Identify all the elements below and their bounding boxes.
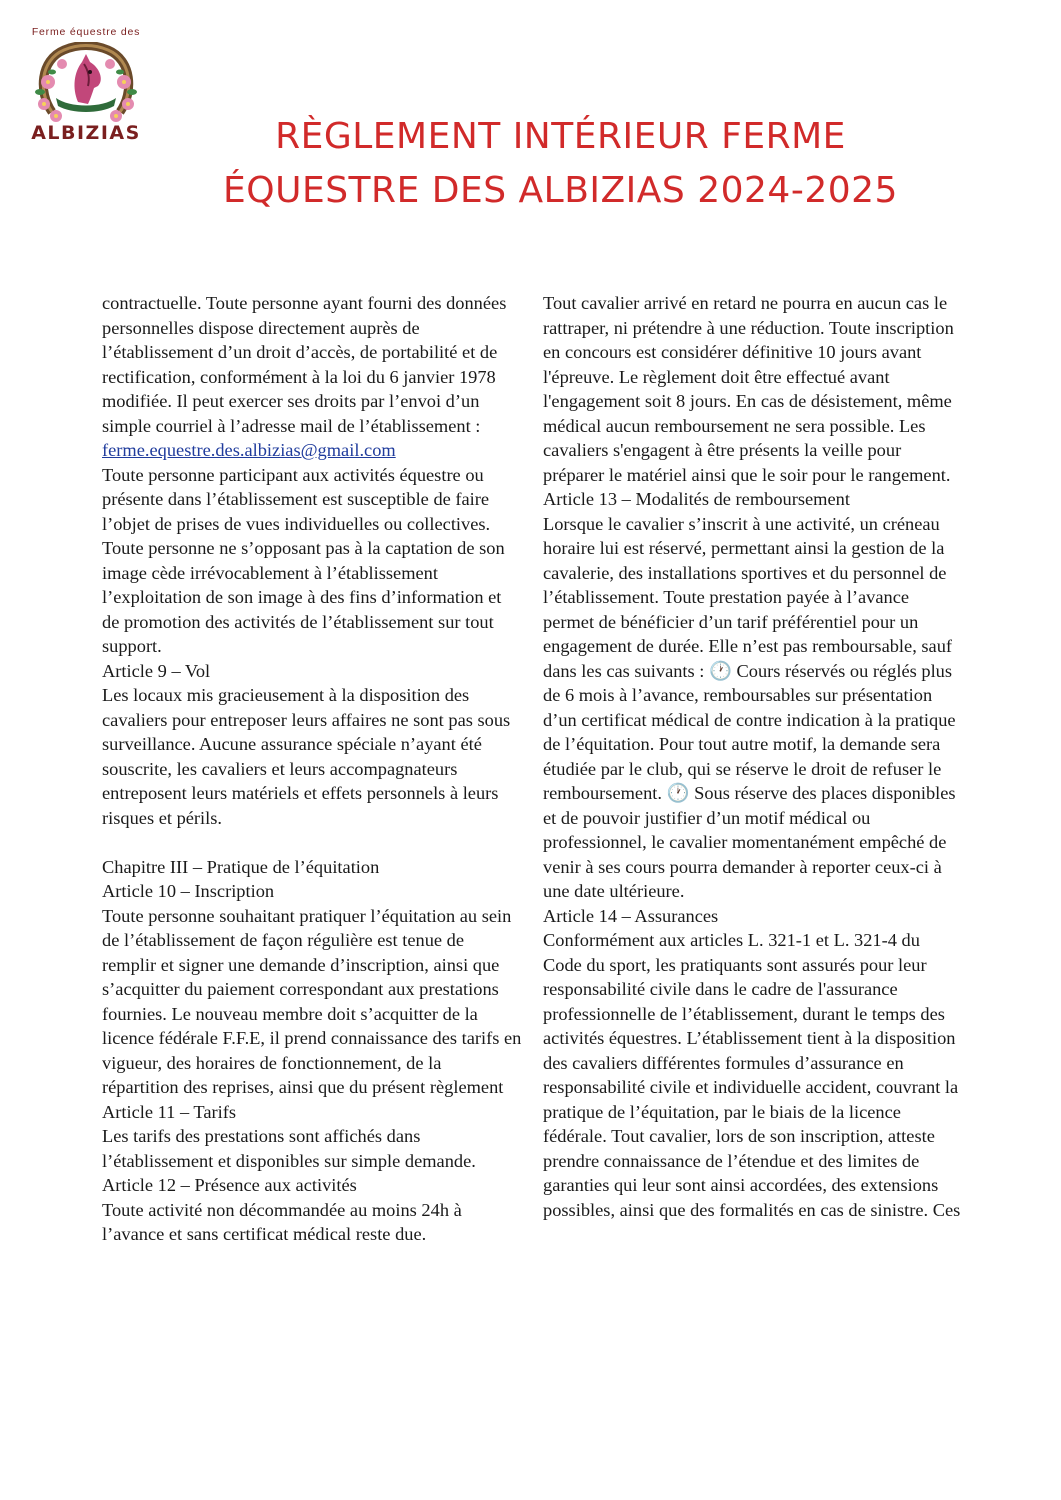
article-13-text: Lorsque le cavalier s’inscrit à une activité, un créneau horaire lui est réservé, permettant ainsi la gestion de la cavalerie, des installations sportives et du personnel de l’établissement. Toute prestation payée à l’avance permet de bénéficier d’un tarif préférentiel pour un engagement de durée. Elle n’est pas remboursable, sauf dans les cas suivants : 🕐 Cours réservés ou réglés plus de 6 mois à l’avance, remboursables sur présentation d’un certificat médical de contre indication à la pratique de l’équitation. Pour tout autre motif, la demande sera étudiée par le club, qui se réserve le droit de refuser le remboursement. 🕐 Sous réserve des places disponibles et de pouvoir justifier d’un motif médical ou professionnel, le cavalier momentanément empêché de venir à ses cours pourra demander à reporter ceux-ci à une date ultérieure. [543, 513, 956, 901]
image-rights-paragraph: Toute personne participant aux activités équestre ou présente dans l’établissement est susceptible de faire l’objet de prises de vues individuelles ou collectives. Toute personne ne s’opposant pas à la captation de son image cède irrévocablement à l’établissement l’exploitation de son image à des fins d’information et de promotion des activités de l’établissement sur tout support. [102, 464, 505, 656]
article-14-text: Conformément aux articles L. 321-1 et L. 321-4 du Code du sport, les pratiquants sont assurés pour leur responsabilité civile dans le cadre de l'assurance professionnelle de l’établissement, durant le temps des activités équestres. L’établissement tient à la disposition des cavaliers différentes formules d’assurance en responsabilité civile et individuelle accident, couvrant la pratique de l’équitation, par le biais de la licence fédérale. Tout cavalier, lors de son inscription, atteste prendre connaissance de l’étendue et des limites de garanties qui leur sont ainsi accordées, des extensions possibles, ainsi que des formalités en cas de sinistre. Ces [543, 930, 961, 1220]
article-11-text: Les tarifs des prestations sont affichés dans l’établissement et disponibles sur simple demande. [102, 1126, 476, 1171]
title-line-2: ÉQUESTRE DES ALBIZIAS 2024-2025 [223, 170, 898, 211]
article-9-heading: Article 9 – Vol [102, 660, 211, 681]
title-line-1: RÈGLEMENT INTÉRIEUR FERME [275, 116, 846, 157]
logo-top-text: Ferme équestre des [31, 26, 141, 38]
article-9-text: Les locaux mis gracieusement à la disposition des cavaliers pour entreposer leurs affaires ne sont pas sous surveillance. Aucune assurance spéciale n’ayant été souscrite, les cavaliers et leurs accompagnateurs entreposent leurs matériels et effets personnels à leurs risques et périls. [102, 685, 511, 828]
competition-paragraph: Tout cavalier arrivé en retard ne pourra en aucun cas le rattraper, ni prétendre à une réduction. Toute inscription en concours est considérer définitive 10 jours avant l'épreuve. Le règlement doit être effectué avant l'engagement soit 8 jours. En cas de désistement, même médical aucun remboursement ne sera possible. Les cavaliers s'engagent à être présents la veille pour préparer le matériel ainsi que le soir pour le rangement. [543, 293, 954, 485]
article-11-heading: Article 11 – Tarifs [102, 1101, 237, 1122]
article-10-heading: Article 10 – Inscription [102, 881, 275, 901]
contact-email-link[interactable]: ferme.equestre.des.albizias@gmail.com [102, 440, 396, 460]
data-rights-text: contractuelle. Toute personne ayant fourni des données personnelles dispose directement auprès de l’établissement d’un droit d’accès, de portabilité et de rectification, conformément à la loi du 6 janvier 1978 modifiée. Il peut exercer ses droits par l’envoi d’un simple courriel à l’adresse mail de l’établissement : [102, 293, 507, 436]
article-14-heading: Article 14 – Assurances [543, 905, 719, 926]
spacer [102, 830, 522, 855]
chapter-3-heading: Chapitre III – Pratique de l’équitation [102, 856, 380, 877]
left-paragraph-1 [102, 291, 522, 463]
article-10-text: Toute personne souhaitant pratiquer l’équitation au sein de l’établissement de façon régulière est tenue de remplir et signer une demande d’inscription, ainsi que s’acquitter du paiement correspondant aux prestations fournies. Le nouveau membre doit s’acquitter de la licence fédérale F.F.E, il prend connaissance des tarifs en vigueur, des horaires de fonctionnement, de la répartition des reprises, ainsi que du présent règlement [102, 905, 522, 1097]
logo-bottom-text: ALBIZIAS [31, 122, 141, 144]
document-title [120, 110, 1001, 218]
article-13-heading: Article 13 – Modalités de remboursement [543, 489, 850, 509]
left-column [102, 291, 522, 1247]
article-12-heading: Article 12 – Présence aux activités [102, 1175, 357, 1195]
article-12-text: Toute activité non décommandée au moins 24h à l’avance et sans certificat médical reste due. [102, 1199, 462, 1244]
right-column [543, 291, 963, 1222]
